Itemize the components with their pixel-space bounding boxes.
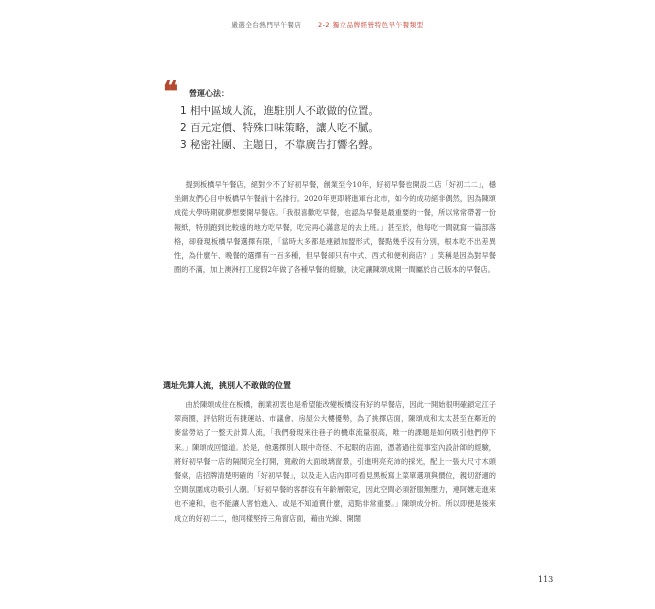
tips-list (180, 103, 379, 154)
quote-icon: ❝ (163, 75, 179, 108)
tip-item: 3 秘密社團、主題日，不靠廣告打響名聲。 (180, 139, 380, 151)
page-number: 113 (538, 575, 554, 584)
section-heading: 選址先算人流，挑別人不敢做的位置 (163, 381, 291, 390)
chapter-title: 2-2 獨立品牌經營特色早午餐類型 (317, 21, 424, 29)
running-header (0, 20, 655, 29)
tips-title: 營運心法： (189, 89, 229, 98)
intro-text (174, 178, 496, 277)
paragraph: 提到板橋早午餐店，絕對少不了好初早餐，創業至今10年，好初早餐也開設二店「好初二二」，穩坐網友們心目中板橋早午餐前十名排行。2020年更即將進軍台北市，如今的成功絕非偶然，因為陳頌成從大學時期就夢想要開早餐店。「我很喜歡吃早餐，也認為早餐是最重要的一餐，所以常常帶著一份報紙，特別跑到比較遠的地方吃早餐，吃完再心滿意足的去上班。」甚至於，他每吃一間就寫一篇部落格，卻發現板橋早餐選擇有限，「當時大多都是連鎖加盟形式，餐點幾乎沒有分別，根本吃不出差異性，為什麼午、晚餐的選擇有一百多種，但早餐卻只有中式、西式和便利商店？」笑稱是因為對早餐圈的不滿，加上澳洲打工度假2年做了各種早餐的經驗，決定讓陳頌成開一間屬於自己版本的早餐店。 (174, 180, 496, 275)
tip-item: 1 相中區域人流，進駐別人不敢做的位置。 (180, 105, 380, 117)
section-text (174, 398, 496, 526)
paragraph: 由於陳頌成住在板橋，創業初衷也是希望能改變板橋沒有好的早餐店，因此一開始很明確鎖定江子翠商圈，評估附近有捷運站、市議會、房屋公大樓優勢，為了挑擇店面，陳頌成和太太甚至在鄰近的麥當勞站了一整天計算人流，「我們發現來往巷子的機車流量很高，唯一的課題是如何吸引他們停下來。」陳頌成回憶道。於是，他選擇別人眼中奇怪、不起眼的店面，憑著過往從事室內設計師的經驗，將好初早餐一店的隔間完全打開，寬敞的大面玻璃窗景，引進明亮充沛的採光，配上一張大尺寸木頭餐桌，店招牌清楚明確的「好初早餐」，以及走入店內即可看見黑板寫上菜單選項與價位，親切舒適的空間氛圍成功吸引人潮。「好初早餐的客群沒有年齡層限定，因此空間必須舒服無壓力，連阿嬤走進來也不違和，也不能讓人害怕進入、或是不知道賣什麼，這點非常重要。」陳頌成分析。所以即便是後來成立的好初二二，他同樣堅持三角窗店面，藉由光線、開闊 (174, 400, 496, 523)
tip-item: 2 百元定價、特殊口味策略，讓人吃不膩。 (180, 122, 380, 134)
book-title: 嚴選全台熱門早午餐店 (231, 21, 302, 29)
